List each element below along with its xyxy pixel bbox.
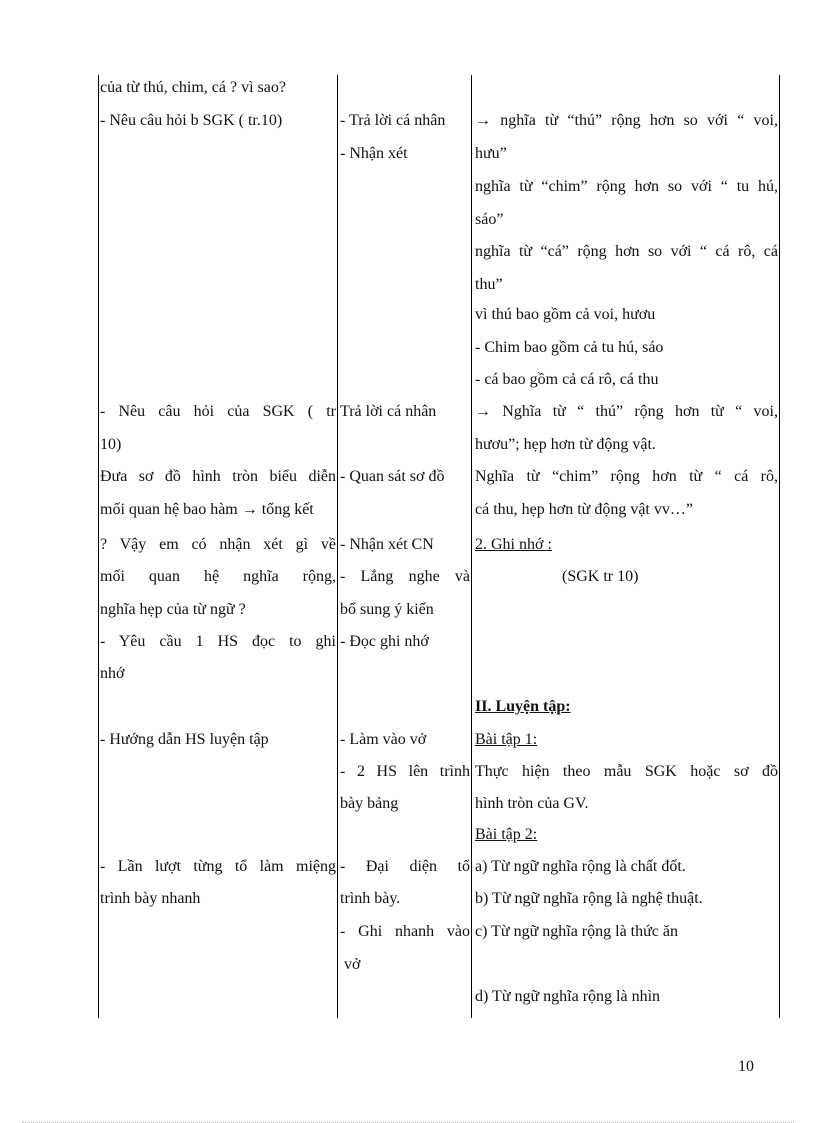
student-activity-line: - Quan sát sơ đồ <box>340 468 445 485</box>
teacher-activity-line: - Nêu câu hỏi của SGK ( tr <box>100 403 336 420</box>
answer-a: a) Từ ngữ nghĩa rộng là chất đốt. <box>475 858 686 875</box>
luyen-tap-heading: II. Luyện tập: <box>475 698 571 715</box>
answer-d: d) Từ ngữ nghĩa rộng là nhìn <box>475 988 661 1005</box>
table-border-col3 <box>471 75 472 1018</box>
teacher-activity-line: Đưa sơ đồ hình tròn biểu diễn <box>100 468 336 485</box>
student-activity-line: - Lắng nghe và <box>340 568 470 585</box>
student-activity-line: - Nhận xét <box>340 145 408 162</box>
content-line: - cá bao gồm cả cá rô, cá thu <box>475 371 659 388</box>
student-activity-line: bổ sung ý kiến <box>340 601 434 618</box>
student-activity-line: trình bày. <box>340 890 401 907</box>
student-activity-line: bày bảng <box>340 795 399 812</box>
page-number: 10 <box>738 1058 754 1075</box>
teacher-activity-line: trình bày nhanh <box>100 890 201 907</box>
teacher-activity-line: mối quan hệ nghĩa rộng, <box>100 568 336 585</box>
teacher-activity-line: mối quan hệ bao hàm → tổng kết <box>100 501 314 518</box>
table-border-right <box>779 75 780 1018</box>
content-line: → Nghĩa từ “ thú” rộng hơn từ “ voi, <box>475 403 778 420</box>
student-activity-line: - Làm vào vở <box>340 731 427 748</box>
table-border-left <box>98 75 99 1018</box>
content-line: vì thú bao gồm cả voi, hươu <box>475 306 656 323</box>
student-activity-line: Trả lời cá nhân <box>340 403 437 420</box>
content-line: hươu”; hẹp hơn từ động vật. <box>475 436 656 453</box>
table-border-col2 <box>337 75 338 1018</box>
ghi-nho-reference: (SGK tr 10) <box>562 568 639 585</box>
answer-c: c) Từ ngữ nghĩa rộng là thức ăn <box>475 923 678 940</box>
content-line: - Chim bao gồm cả tu hú, sáo <box>475 339 664 356</box>
content-line: hình tròn của GV. <box>475 795 589 812</box>
content-line: Thực hiện theo mẫu SGK hoặc sơ đồ <box>475 763 778 780</box>
teacher-activity-line: 10) <box>100 436 122 453</box>
answer-b: b) Từ ngữ nghĩa rộng là nghệ thuật. <box>475 890 703 907</box>
teacher-activity-line: nhớ <box>100 665 125 682</box>
content-line: → nghĩa từ “thú” rộng hơn so với “ voi, <box>475 112 778 129</box>
teacher-activity-line: nghĩa hẹp của từ ngữ ? <box>100 601 246 618</box>
student-activity-line: - Đại diện tổ <box>340 858 470 875</box>
bai-tap-2-heading: Bài tập 2: <box>475 826 538 843</box>
teacher-activity-line: - Yêu cầu 1 HS đọc to ghi <box>100 633 336 650</box>
student-activity-line: vở <box>344 956 361 973</box>
teacher-activity-line: - Nêu câu hỏi b SGK ( tr.10) <box>100 112 283 129</box>
content-line: Nghĩa từ “chim” rộng hơn từ “ cá rô, <box>475 468 778 485</box>
student-activity-line: - Ghi nhanh vào <box>340 923 470 940</box>
content-line: thu” <box>475 276 503 293</box>
content-line: nghĩa từ “chim” rộng hơn so với “ tu hú, <box>475 178 778 195</box>
student-activity-line: - Trả lời cá nhân <box>340 112 446 129</box>
student-activity-line: - Đọc ghi nhớ <box>340 633 429 650</box>
content-line: cá thu, hẹp hơn từ động vật vv…” <box>475 501 693 518</box>
teacher-activity-line: ? Vậy em có nhận xét gì về <box>100 536 336 553</box>
content-line: sáo” <box>475 211 504 228</box>
teacher-activity-line: - Lần lượt từng tổ làm miệng <box>100 858 336 875</box>
teacher-activity-line: - Hướng dẫn HS luyện tập <box>100 731 269 748</box>
content-line: nghĩa từ “cá” rộng hơn so với “ cá rô, cá <box>475 243 778 260</box>
content-line: hưu” <box>475 145 507 162</box>
student-activity-line: - 2 HS lên trình <box>340 763 470 780</box>
teacher-activity-line: của từ thú, chim, cá ? vì sao? <box>100 79 286 96</box>
bai-tap-1-heading: Bài tập 1: <box>475 731 538 748</box>
ghi-nho-heading: 2. Ghi nhớ : <box>475 536 552 553</box>
student-activity-line: - Nhận xét CN <box>340 536 434 553</box>
